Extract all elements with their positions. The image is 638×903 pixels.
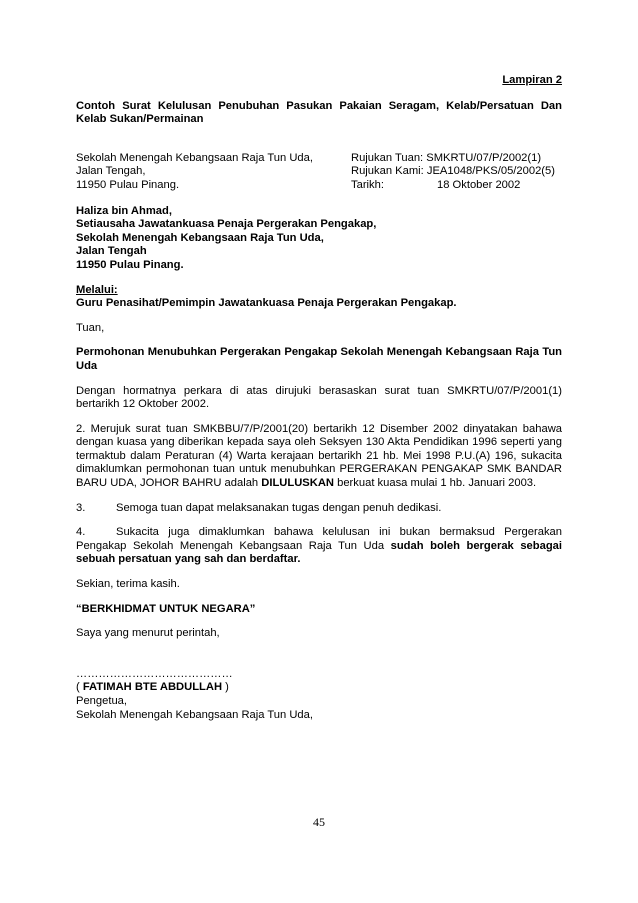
tarikh-value: 18 Oktober 2002 xyxy=(437,178,521,191)
closing-line: Sekian, terima kasih. xyxy=(76,578,180,591)
order-line: Saya yang menurut perintah, xyxy=(76,627,220,640)
document-heading-text: Contoh Surat Kelulusan Penubuhan Pasukan Pakaian Seragam, Kelab/Persatuan Dan Kelab Sukan/Permainan xyxy=(76,99,562,126)
sender-address xyxy=(76,152,351,193)
paragraph-4-text: Sukacita juga dimaklumkan bahawa kelulusan ini bukan bermaksud Pergerakan Pengakap Sekolah Menengah Kebangsaan Raja Tun Uda xyxy=(76,526,562,552)
tarikh-label: Tarikh: xyxy=(351,178,384,191)
paragraph-4-bold: sudah boleh bergerak sebagai sebuah persatuan yang sah dan berdaftar. xyxy=(76,539,562,566)
tarikh-line xyxy=(351,179,562,193)
paragraph-4 xyxy=(76,526,562,567)
document-heading xyxy=(76,100,562,127)
melalui-block xyxy=(76,284,562,311)
page-number: 45 xyxy=(313,815,325,829)
reference-block xyxy=(351,152,562,193)
motto: “BERKHIDMAT UNTUK NEGARA” xyxy=(76,602,256,615)
paragraph-3-number: 3. xyxy=(76,501,86,514)
signatory-school: Sekolah Menengah Kebangsaan Raja Tun Uda, xyxy=(76,708,313,721)
sender-line-1: Sekolah Menengah Kebangsaan Raja Tun Uda, xyxy=(76,151,313,164)
lampiran-label: Lampiran 2 xyxy=(502,74,562,86)
letter-page xyxy=(76,74,562,722)
salutation: Tuan, xyxy=(76,321,105,334)
signatory-name: FATIMAH BTE ABDULLAH xyxy=(82,681,223,694)
paragraph-2-bold: DILULUSKAN xyxy=(261,477,334,490)
melalui-value: Guru Penasihat/Pemimpin Jawatankuasa Penaja Pergerakan Pengakap. xyxy=(76,297,457,310)
signature-line: …………………………………… xyxy=(76,667,233,680)
sender-line-2: Jalan Tengah, xyxy=(76,165,146,178)
paragraph-3 xyxy=(76,502,562,516)
recipient-line-3: Sekolah Menengah Kebangsaan Raja Tun Uda, xyxy=(76,231,324,244)
signatory-title: Pengetua, xyxy=(76,695,128,707)
signatory-name-line xyxy=(76,681,562,695)
signatory-close-paren: ) xyxy=(222,681,229,694)
recipient-line-5: 11950 Pulau Pinang. xyxy=(76,258,184,271)
address-reference-block xyxy=(76,152,562,193)
melalui-label: Melalui: xyxy=(76,283,118,296)
recipient-line-1: Haliza bin Ahmad, xyxy=(76,204,172,217)
paragraph-2-tail: berkuat kuasa mulai 1 hb. Januari 2003. xyxy=(334,477,537,490)
paragraph-3-text: Semoga tuan dapat melaksanakan tugas dengan penuh dedikasi. xyxy=(116,501,442,514)
recipient-address xyxy=(76,205,562,273)
paragraph-1: Dengan hormatnya perkara di atas dirujuki berasaskan surat tuan SMKRTU/07/P/2001(1) bertarikh 12 Oktober 2002. xyxy=(76,384,562,411)
paragraph-2 xyxy=(76,423,562,491)
rujukan-tuan: Rujukan Tuan: SMKRTU/07/P/2002(1) xyxy=(351,151,542,164)
subject-line: Permohonan Menubuhkan Pergerakan Pengakap Sekolah Menengah Kebangsaan Raja Tun Uda xyxy=(76,346,562,372)
rujukan-kami: Rujukan Kami: JEA1048/PKS/05/2002(5) xyxy=(351,165,555,178)
paragraph-2-text: 2. Merujuk surat tuan SMKBBU/7/P/2001(20) bertarikh 12 Disember 2002 dinyatakan bahawa dengan kuasa yang diberikan kepada saya oleh Seksyen 130 Akta Pendidikan 1996 seperti yang termaktub dalam Peraturan (4) Warta kerajaan bertarikh 21 hb. Mei 1998 P.U.(A) 196, sukacita dimaklumkan permohonan tuan untuk menubuhkan PERGERAKAN PENGAKAP SMK BANDAR BARU UDA, JOHOR BAHRU adalah xyxy=(76,422,562,490)
signatory-open-paren: ( xyxy=(76,681,83,694)
sender-line-3: 11950 Pulau Pinang. xyxy=(76,178,180,191)
recipient-line-2: Setiausaha Jawatankuasa Penaja Pergerakan Pengakap, xyxy=(76,218,377,231)
paragraph-4-number: 4. xyxy=(76,526,86,539)
recipient-line-4: Jalan Tengah xyxy=(76,245,147,258)
